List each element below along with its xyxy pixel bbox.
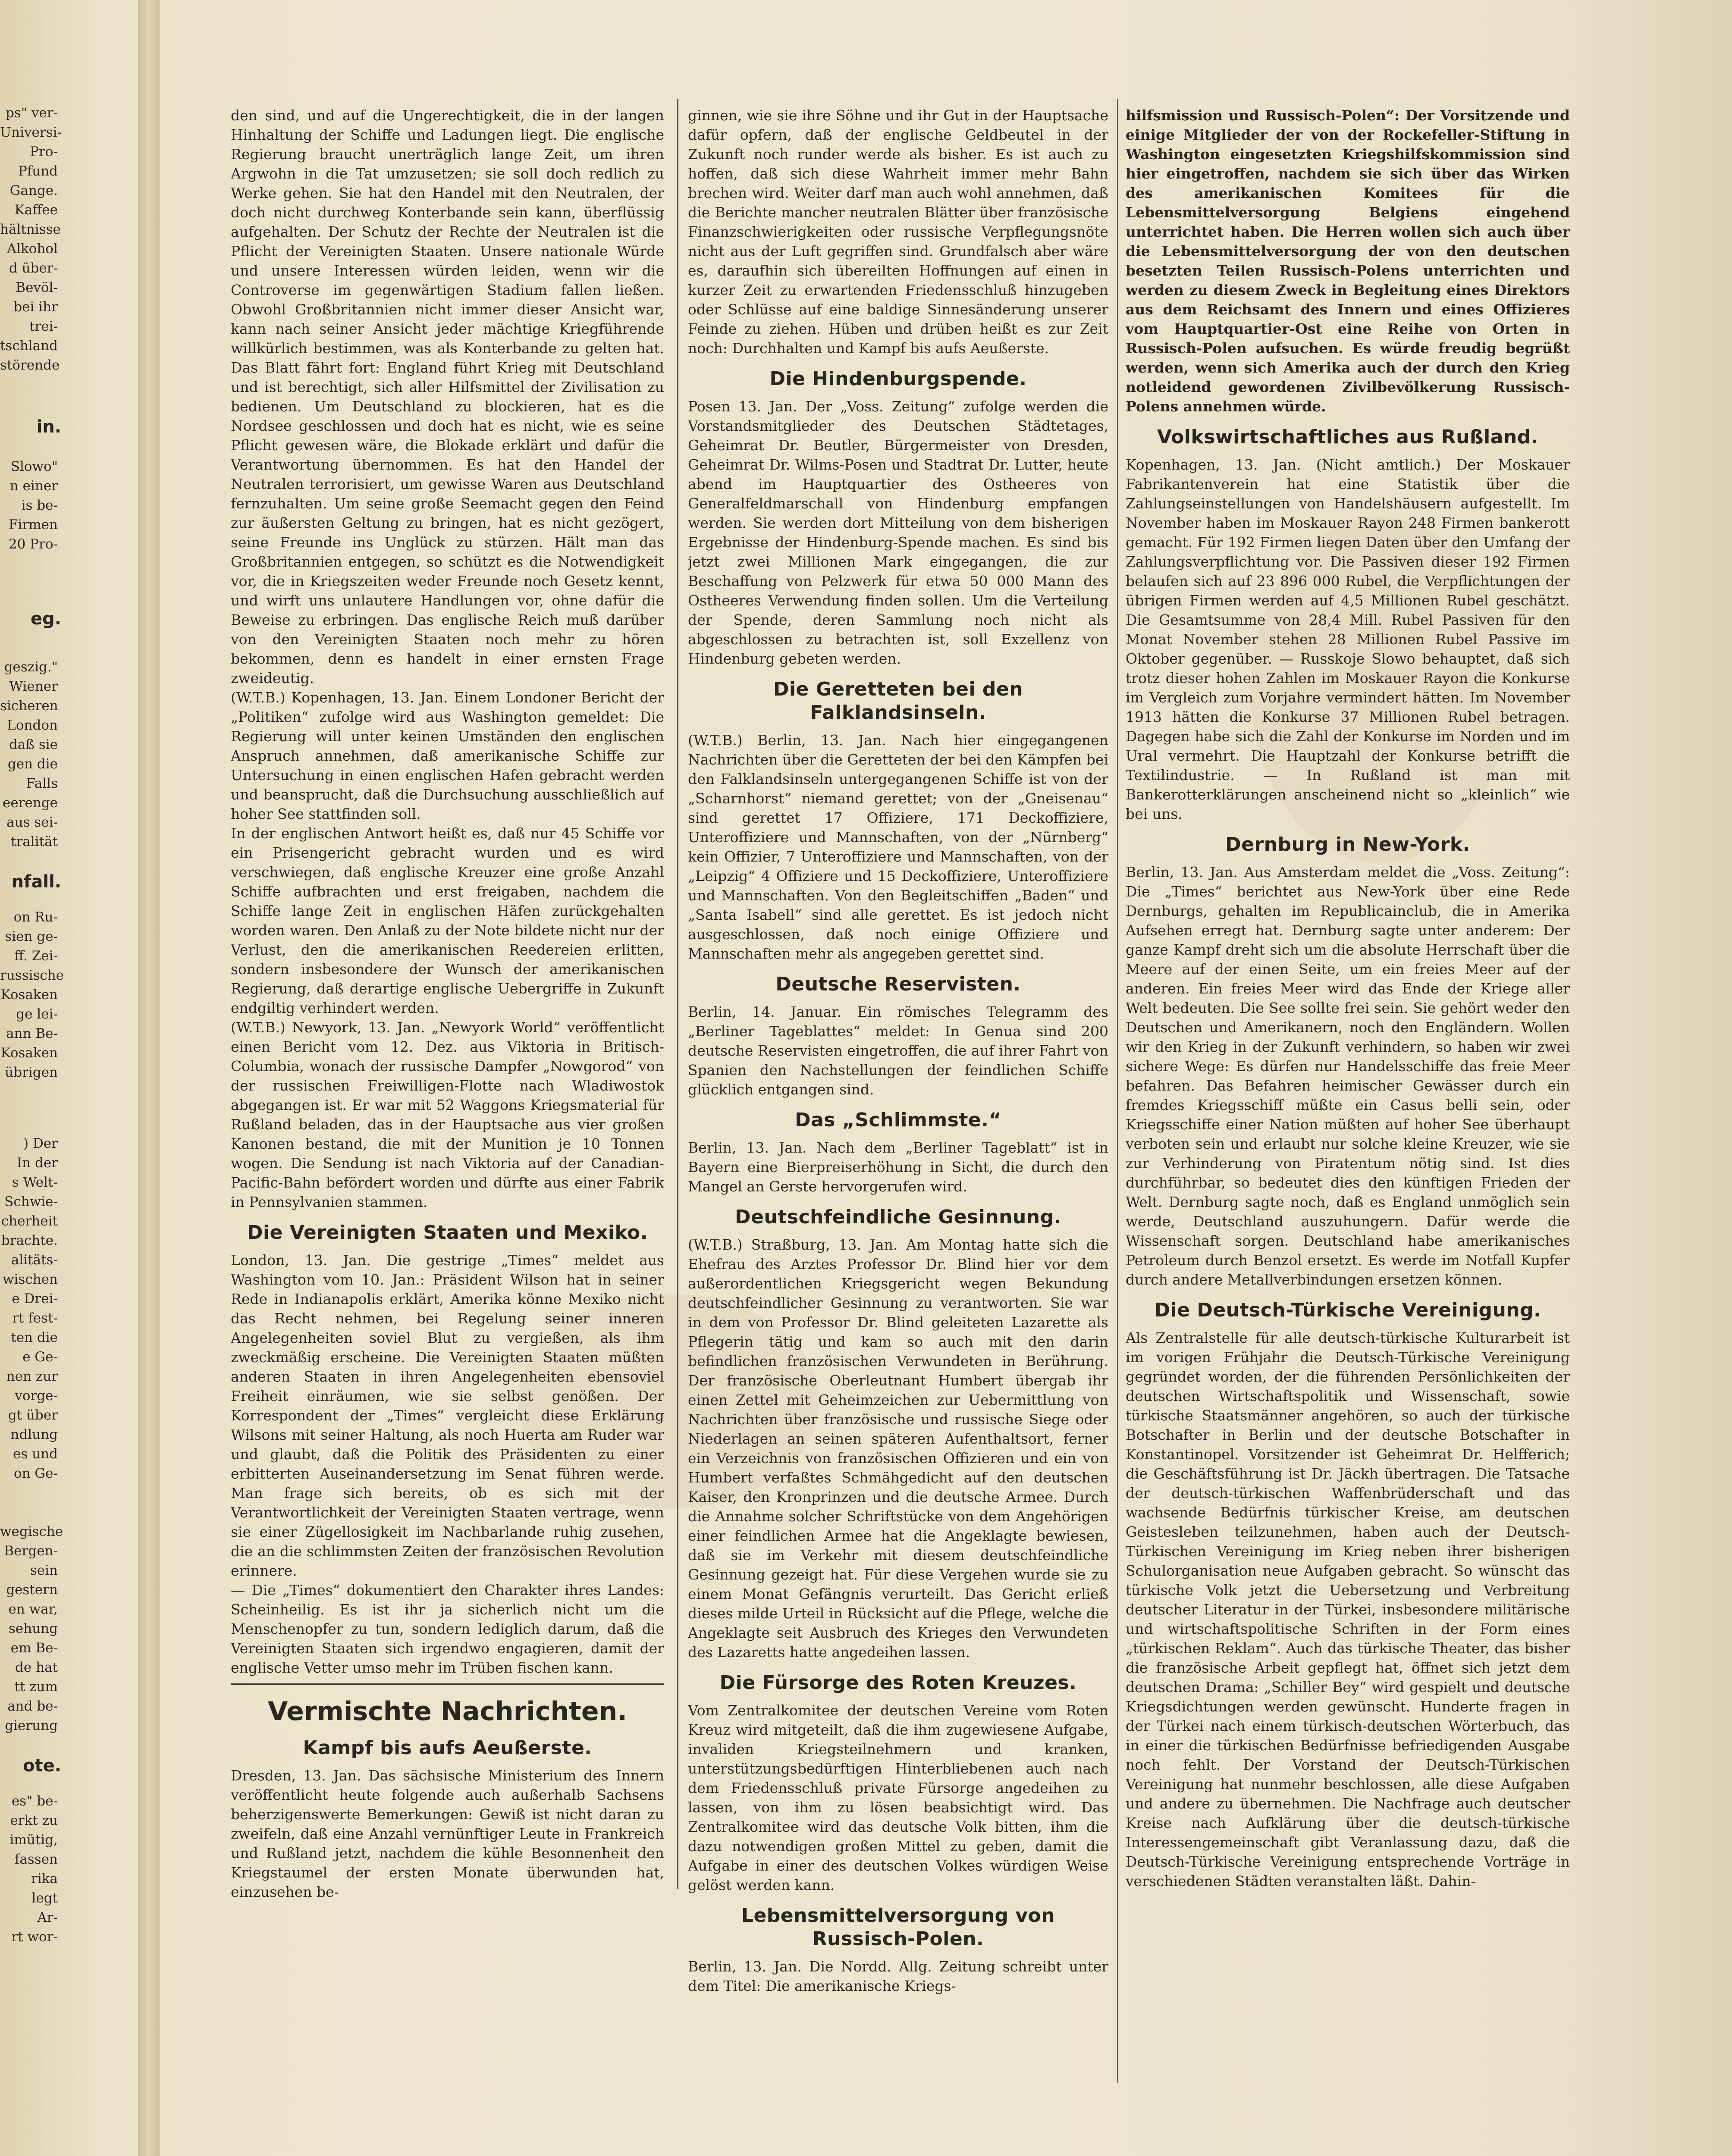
fragment-line: trei- (29, 319, 58, 334)
fragment-line: em Be- (10, 1640, 58, 1656)
section-divider (231, 1683, 664, 1685)
fragment-line: vorge- (15, 1388, 58, 1404)
fragment-line: and be- (7, 1698, 58, 1714)
fragment-line: wegische (0, 1524, 63, 1539)
article-headline: Deutsche Reservisten. (775, 973, 1021, 995)
fragment-line: gen die (7, 756, 58, 772)
fragment-line: is be- (21, 498, 58, 513)
fragment-line: tralität (11, 834, 58, 849)
fragment-line: ) Der (23, 1136, 58, 1151)
article-headline: Das „Schlimmste.“ (795, 1109, 1001, 1131)
fragment-line: aus sei- (6, 815, 58, 830)
article-headline: Die Hindenburgspende. (769, 368, 1027, 390)
fragment-line: gt über (8, 1407, 58, 1423)
article-text: (W.T.B.) Kopenhagen, 13. Jan. Einem Londoner Bericht der „Politiken“ zufolge wird aus Washington gemeldet: Die Regierung will unter keinen Umständen den englischen Anspruch annehmen, daß amerikanische Schiffe zur Untersuchung in einen englischen Hafen gebracht werden und beansprucht, daß die Durchsuchung ausschließlich auf hoher See stattfinden soll. (231, 689, 664, 822)
fragment-line: ndlung (10, 1427, 58, 1442)
article-text: Als Zentralstelle für alle deutsch-türkische Kulturarbeit ist im vorigen Frühjahr die Deutsch-Türkische Vereinigung gegründet worden, der die führenden Persönlichkeiten der deutschen Wirtschaftspolitik und Wissenschaft, sowie türkische Staatsmänner angehören, so auch der türkische Botschafter in Berlin und der deutsche Botschafter in Konstantinopel. Vorsitzender ist Geheimrat Dr. Helfferich; die Geschäftsführung ist Dr. Jäckh übertragen. Die Tatsache der deutsch-türkischen Waffenbrüderschaft und das wachsende Bedürfnis türkischer Kreise, am deutschen Geistesleben teilzunehmen, haben auch der Deutsch-Türkischen Vereinigung im Krieg neben ihrer bisherigen Schulorganisation neue Aufgaben gebracht. So wünscht das türkische Volk jetzt die Uebersetzung und Verbreitung deutscher Literatur in der Türkei, insbesondere militärische und wirtschaftspolitische Schriften in der Form eines „türkischen Reklam“. Auch das türkische Theater, das bisher die französische Arbeit gepflegt hat, öffnet sich jetzt dem deutschen Drama: „Schiller Bey“ wird gespielt und deutsche Kriegsdichtungen werden gewünscht. Hunderte fragen in der Türkei nach einem türkisch-deutschen Wörterbuch, das in einer die türkischen Bedürfnisse befriedigenden Ausgabe noch fehlt. Der Vorstand der Deutsch-Türkischen Vereinigung hat nunmehr beschlossen, alle diese Aufgaben und andere zu übernehmen. Die Nachfrage auch deutscher Kreise nach Aufklärung über die deutsch-türkische Interessengemeinschaft gibt Veranlassung dazu, daß die Deutsch-Türkische Vereinigung entsprechende Vorträge in verschiedenen Städten veranstalten läßt. Dahin- (1126, 1329, 1570, 1890)
fragment-lines (0, 103, 65, 375)
article-text: den sind, und auf die Ungerechtigkeit, die in der langen Hinhaltung der Schiffe und Ladungen liegt. Die englische Regierung braucht unerträglich lange Zeit, um ihren Argwohn in die Tat umzusetzen; sie soll doch redlich zu Werke gehen. Sie hat den Handel mit den Neutralen, der doch nicht durchweg Konterbande sein kann, überflüssig aufgehalten. Der Schutz der Rechte der Neutralen ist die Pflicht der Vereinigten Staaten. Unsere nationale Würde und unsere Interessen würden leiden, wenn wir die Controverse im gegenwärtigen Stadium fallen ließen. Obwohl Großbritannien nicht immer dieser Ansicht war, kann nach seiner Ansicht jeder mächtige Kriegführende willkürlich bestimmen, was als Konterbande zu gelten hat. Das Blatt fährt fort: England führt Krieg mit Deutschland und ist berechtigt, sich aller Hilfsmittel der Zivilisation zu bedienen. Um Deutschland zu blockieren, hat es die Nordsee geschlossen und doch hat es nicht, wie es seine Pflicht gewesen wäre, die Blokade erklärt und dafür die Verantwortung übernommen. Es hat den Handel der Neutralen terrorisiert, um gewisse Waren aus Deutschland fernzuhalten. Um seine große Seemacht gegen den Feind zur äußersten Geltung zu bringen, hat es nicht gezögert, seine Freunde ins Unglück zu stürzen. Hält man das Großbritannien entgegen, so schützt es die Notwendigkeit vor, die in Kriegszeiten weder Freunde noch Gesetz kennt, und wirft uns unlautere Handlungen vor, ohne dafür die Beweise zu erbringen. Das englische Reich muß darüber von den Vereinigten Staaten noch mehr zu hören bekommen, denn es handelt in einer ernsten Frage zweideutig. (231, 107, 664, 686)
fragment-line: e Drei- (12, 1291, 58, 1307)
fragment-line: Universi- (0, 125, 62, 140)
article-text: — Die „Times“ dokumentiert den Charakter ihres Landes: Scheinheilig. Es ist ihr ja sicherlich nicht um die Menschenopfer zu tun, sondern lediglich darum, daß die Vereinigten Staaten sich irgendwo engagieren, damit der englische Vetter umso mehr im Trüben fischen kann. (231, 1582, 664, 1676)
fragment-line: sein (30, 1563, 58, 1578)
fragment-line: hältnisse (0, 222, 61, 237)
fragment-line: Slowo" (10, 459, 58, 474)
article-headline: Dernburg in New-York. (1225, 834, 1470, 856)
fragment-line: rika (31, 1871, 58, 1887)
article-text: hilfsmission und Russisch-Polen“: Der Vorsitzende und einige Mitglieder der von der Rockefeller-Stiftung in Washington eingesetzten Kriegshilfskommission sind hier eingetroffen, nachdem sie sich über das Wirken des amerikanischen Komitees für die Lebensmittelversorgung Belgiens eingehend unterrichtet haben. Die Herren wollen sich auch über die Lebensmittelversorgung der von den deutschen besetzten Teilen Russisch-Polens unterrichten und werden zu diesem Zweck in Begleitung eines Direktors aus dem Reichsamt des Innern und eines Offizieres vom Hauptquartier-Ost eine Reihe von Orten in Russisch-Polen aufsuchen. Es würde freudig begrüßt werden, wenn sich Amerika auch der durch den Krieg notleidend gewordenen Zivilbevölkerung Russisch-Polens annehmen würde. (1126, 107, 1570, 415)
fragment-line: Pfund (18, 163, 58, 179)
fragment-line: fassen (14, 1852, 58, 1867)
fragment-line: London (7, 718, 58, 733)
fragment-line: on Ru- (13, 909, 58, 925)
fragment-line: imütig, (9, 1832, 58, 1848)
fragment-line: Falls (26, 776, 58, 791)
fragment-line: bei ihr (13, 299, 58, 315)
left-page-fragment (0, 103, 65, 1947)
fragment-line: In der (16, 1155, 58, 1171)
section-title: Vermischte Nachrichten. (267, 1696, 628, 1727)
fragment-line: tschland (0, 338, 58, 354)
article-headline: Lebensmittelversorgung von Russisch-Polen. (741, 1905, 1055, 1950)
fragment-line: russische (0, 968, 64, 983)
fragment-line: cherheit (1, 1213, 58, 1229)
fragment-line: es" be- (11, 1793, 58, 1809)
article-headline: Die Deutsch-Türkische Vereinigung. (1154, 1299, 1541, 1321)
fragment-line: wischen (3, 1272, 58, 1287)
article-text: Vom Zentralkomitee der deutschen Vereine vom Roten Kreuz wird mitgeteilt, daß die ihm zugewiesene Aufgabe, invaliden Kriegsteilnehmern und kranken, unterstützungsbedürftigen Hinterbliebenen auch nach dem Friedensschluß private Fürsorge angedeihen zu lassen, von ihm zu lösen beabsichtigt wird. Das Zentralkomitee wird das deutsche Volk bitten, ihm die dazu notwendigen großen Mittel zu geben, damit die Aufgabe in einer des deutschen Volkes würdigen Weise gelöst werden kann. (688, 1702, 1108, 1893)
fragment-line: legt (31, 1890, 58, 1906)
article-text: London, 13. Jan. Die gestrige „Times“ meldet aus Washington vom 10. Jan.: Präsident Wilson hat in seiner Rede in Indianapolis erklärt, Amerika könne Mexiko nicht das Recht nehmen, bei Regelung seiner inneren Angelegenheiten soviel Blut zu vergießen, als ihm zweckmäßig erscheine. Die Vereinigten Staaten müßten anderen Staaten in ihren Angelegenheiten ebensoviel Freiheit einräumen, wie sie selbst genößen. Der Korrespondent der „Times“ vergleicht diese Erklärung Wilsons mit seiner Haltung, als noch Huerta am Ruder war und glaubt, daß die Politik des Präsidenten zu einer erbitterten Auseinandersetzung im Senat führen werde. Man frage sich bereits, ob es sich mit der Verantwortlichkeit der Vereinigten Staaten vertrage, wenn sie einer Zügellosigkeit im Nachbarlande ruhig zusehen, die an die schlimmsten Zeiten der französischen Revolution erinnere. (231, 1252, 664, 1579)
fragment-line: geszig." (4, 659, 58, 675)
fragment-line: rt wor- (11, 1929, 58, 1945)
article-text: (W.T.B.) Newyork, 13. Jan. „Newyork World“ veröffentlicht einen Bericht vom 12. Dez. aus Viktoria in Britisch-Columbia, wonach der russische Dampfer „Nowgorod“ von der russischen Freiwilligen-Flotte nach Wladiwostok abgegangen ist. Er war mit 52 Waggons Kriegsmaterial für Rußland beladen, das in der Hauptsache aus vier großen Kanonen bestand, die mit der Munition je 10 Tonnen wogen. Die Sendung ist nach Viktoria auf der Canadian-Pacific-Bahn befördert worden und dürfte aus einer Fabrik in Pennsylvanien stammen. (231, 1019, 664, 1210)
fragment-line: ff. Zei- (14, 948, 58, 964)
fragment-line: Ar- (37, 1910, 58, 1925)
fragment-line: Kaffee (14, 202, 58, 218)
fragment-line: Bevöl- (16, 280, 58, 295)
fragment-line: 20 Pro- (8, 536, 58, 552)
fragment-line: d über- (9, 260, 58, 276)
column-1 (231, 106, 664, 2081)
fragment-lines (0, 1522, 65, 1736)
fragment-line: ps" ver- (5, 105, 58, 121)
fragment-line: sehung (9, 1621, 58, 1636)
article-headline: Die Vereinigten Staaten und Mexiko. (247, 1222, 648, 1244)
article-text: Berlin, 14. Januar. Ein römisches Telegramm des „Berliner Tageblattes“ meldet: In Genua sind 200 deutsche Reservisten eingetroffen, die auf ihrer Fahrt von Spanien den Nachstellungen der feindlichen Schiffe glücklich entgangen sind. (688, 1003, 1108, 1098)
fragment-line: rt fest- (12, 1310, 58, 1326)
fragment-line: brachte. (1, 1233, 58, 1248)
article-text: Dresden, 13. Jan. Das sächsische Ministerium des Innern veröffentlicht heute folgende auch außerhalb Sachsens beherzigenswerte Bemerkungen: Gewiß ist nicht daran zu zweifeln, daß eine Anzahl vernünftiger Leute in Frankreich und Rußland jetzt, nachdem die kühle Besonnenheit den Kriegstaumel der ersten Monate überwunden hat, einzusehen be- (231, 1767, 664, 1900)
fragment-line: Bergen- (4, 1543, 58, 1559)
column-rule (677, 99, 678, 1889)
fragment-line: on Ge- (13, 1466, 58, 1481)
fragment-line: Kosaken (0, 1045, 58, 1061)
fragment-line: erkt zu (10, 1813, 58, 1828)
fragment-line: Firmen (9, 517, 58, 533)
article-text: (W.T.B.) Berlin, 13. Jan. Nach hier eingegangenen Nachrichten über die Geretteten der bei den Kämpfen bei den Falklandsinseln untergegangenen Schiffe ist von der „Scharnhorst“ niemand gerettet; von der „Gneisenau“ sind gerettet 17 Offiziere, 171 Deckoffiziere, Unteroffiziere und Mannschaften, von der „Nürnberg“ kein Offizier, 7 Unteroffiziere und Mannschaften, von der „Leipzig“ 4 Offiziere und 15 Deckoffiziere, Unteroffiziere und Mannschaften. Von den Begleitschiffen „Baden“ und „Santa Isabell“ sind alle gerettet. Es ist jedoch nicht ausgeschlossen, daß noch einige Offiziere und Mannschaften mehr als angegeben gerettet sind. (688, 732, 1108, 962)
fragment-lines (0, 1134, 65, 1483)
fragment-line: s Welt- (12, 1175, 58, 1190)
fragment-line: Alkohol (6, 241, 58, 257)
fragment-line: übrigen (5, 1065, 58, 1080)
fragment-line: sien ge- (5, 929, 58, 944)
fragment-line: ten die (11, 1330, 58, 1345)
page-gutter (138, 0, 160, 2156)
fragment-line: Kosaken (0, 987, 58, 1003)
article-text: Berlin, 13. Jan. Die Nordd. Allg. Zeitung schreibt unter dem Titel: Die amerikanische Kriegs- (688, 1958, 1108, 1994)
fragment-line: Schwie- (4, 1194, 58, 1210)
fragment-heading: ote. (23, 1756, 61, 1776)
article-text: Kopenhagen, 13. Jan. (Nicht amtlich.) Der Moskauer Fabrikantenverein hat eine Statistik über die Zahlungseinstellungen von Handelshäusern aufgestellt. Im November haben im Moskauer Rayon 248 Firmen bankerott gemacht. Für 192 Firmen liegen Daten über den Umfang der Zahlungsverpflichtung vor. Die Passiven dieser 192 Firmen belaufen sich auf 23 896 000 Rubel, die Verpflichtungen der übrigen Firmen werden auf 4,5 Millionen Rubel geschätzt. Die Gesamtsumme von 28,4 Mill. Rubel Passiven für den Monat November stehen 28 Millionen Rubel Passive im Oktober gegenüber. — Russkoje Slowo behauptet, daß sich trotz dieser hohen Zahlen im Moskauer Rayon die Konkurse im Vergleich zum Vorjahre vermindert hätten. Im November 1913 hätten die Konkurse 37 Millionen Rubel betragen. Dagegen habe sich die Zahl der Konkurse im Norden und im Ural vermehrt. Die Hauptzahl der Konkurse betrifft die Textilindustrie. — In Rußland ist man mit Bankerotterklärungen anscheinend nicht so „kleinlich“ wie bei uns. (1126, 456, 1570, 822)
fragment-line: es und (13, 1446, 58, 1462)
fragment-heading: eg. (31, 609, 61, 629)
fragment-line: en war, (8, 1601, 58, 1617)
article-text: Berlin, 13. Jan. Nach dem „Berliner Tageblatt“ ist in Bayern eine Bierpreiserhöhung in Sicht, die durch den Mangel an Gerste hervorgerufen wird. (688, 1139, 1108, 1195)
fragment-lines (0, 658, 65, 852)
fragment-line: ge lei- (16, 1006, 58, 1022)
fragment-line: tt zum (14, 1679, 58, 1695)
fragment-line: störende (0, 357, 60, 373)
fragment-line: eerenge (2, 795, 58, 811)
article-text: ginnen, wie sie ihre Söhne und ihr Gut in der Hauptsache dafür opfern, daß der englische Geldbeutel in der Zukunft noch runder werde als bisher. Es ist auch zu hoffen, daß sich diese Wahrheit immer mehr Bahn brechen wird. Weiter darf man auch wohl annehmen, daß die Berichte mancher neutralen Blätter über französische Finanzschwierigkeiten oder russische Verpflegungsnöte nicht aus der Luft gegriffen sind. Grundfalsch aber wäre es, daraufhin sich übereilten Hoffnungen auf einen in kurzer Zeit zu erwartenden Friedensschluß hinzugeben oder Schlüsse auf eine baldige Sinnesänderung unserer Feinde zu ziehen. Hüben und drüben heißt es zur Zeit noch: Durchhalten und Kampf bis aufs Aeußerste. (688, 107, 1108, 357)
article-headline: Kampf bis aufs Aeußerste. (303, 1737, 592, 1759)
column-3 (1126, 106, 1570, 2081)
article-text: In der englischen Antwort heißt es, daß nur 45 Schiffe vor ein Prisengericht gebracht wurden und es wird verschwiegen, daß englische Kreuzer eine große Anzahl Schiffe aufbrachten und erst freigaben, nachdem die Schiffe lange Zeit in englischen Häfen zurückgehalten worden waren. Den Anlaß zu der Note bildete nicht nur der Verlust, den die amerikanischen Reedereien erlitten, sondern insbesondere der Wunsch der amerikanischen Regierung, daß derartige englische Uebergriffe in Zukunft endgiltig verhindert werden. (231, 825, 664, 1016)
fragment-line: Pro- (30, 144, 58, 160)
article-headline: Volkswirtschaftliches aus Rußland. (1157, 426, 1538, 448)
fragment-line: alitäts- (11, 1252, 58, 1268)
fragment-lines (0, 908, 65, 1082)
fragment-line: nen zur (6, 1369, 58, 1384)
fragment-heading: in. (36, 417, 61, 437)
fragment-lines (0, 1792, 65, 1947)
article-headline: Die Geretteten bei den Falklandsinseln. (773, 678, 1023, 724)
fragment-heading: nfall. (11, 872, 61, 892)
article-headline: Die Fürsorge des Roten Kreuzes. (719, 1672, 1077, 1694)
fragment-line: e Ge- (22, 1349, 58, 1365)
fragment-line: daß sie (9, 737, 58, 752)
fragment-line: Wiener (9, 679, 58, 694)
article-text: Posen 13. Jan. Der „Voss. Zeitung“ zufolge werden die Vorstandsmitglieder des Deutschen Städtetages, Geheimrat Dr. Beutler, Bürgermeister von Dresden, Geheimrat Dr. Wilms-Posen und Stadtrat Dr. Lutter, heute abend im Hauptquartier des Ostheeres von Generalfeldmarschall von Hindenburg empfangen werden. Sie werden dort Mitteilung von dem bisherigen Ergebnisse der Hindenburg-Spende machen. Es sind bis jetzt zwei Millionen Mark eingegangen, die zur Beschaffung von Pelzwerk für etwa 50 000 Mann des Ostheeres Verwendung finden sollen. Um die Verteilung der Spende, deren Sammlung noch nicht als abgeschlossen zu betrachten ist, soll Exzellenz von Hindenburg gebeten werden. (688, 398, 1108, 667)
fragment-line: gierung (5, 1718, 58, 1733)
column-2 (688, 106, 1108, 2081)
article-text: Berlin, 13. Jan. Aus Amsterdam meldet die „Voss. Zeitung“: Die „Times“ berichtet aus New-York über eine Rede Dernburgs, gehalten im Republicainclub, die in Amerika Aufsehen erregt hat. Dernburg sagte unter anderem: Der ganze Kampf dreht sich um die absolute Herrschaft über die Meere auf der einen Seite, um ein freies Meer auf der anderen. Ein freies Meer wird das Ende der Kriege aller Welt bedeuten. Die See sollte frei sein. Sie gehört weder den Deutschen und Amerikanern, noch den Engländern. Wollen wir den Krieg in der Zukunft verhindern, so haben wir zwei sichere Wege: Es dürfen nur Handelsschiffe das freie Meer befahren. Das Befahren heimischer Gewässer durch ein fremdes Kriegsschiff müßte ein Casus belli sein, oder Kriegsschiffe einer Nation müßten auf hoher See überhaupt verboten sein und erlaubt nur solche kleine Kreuzer, wie sie zur Verhinderung von Piratentum nötig sind. Ist dies durchführbar, so bedeutet dies den künftigen Frieden der Welt. Dernburg sagte noch, daß es England unmöglich sein werde, Deutschland auszuhungern. Dafür werde die Wissenschaft sorgen. Deutschland habe amerikanisches Petroleum durch Benzol ersetzt. Es werde im Notfall Kupfer durch andere Metallverbindungen ersetzen können. (1126, 864, 1570, 1288)
fragment-lines (0, 457, 65, 554)
fragment-line: Gange. (9, 183, 58, 198)
fragment-line: ann Be- (6, 1026, 58, 1041)
fragment-line: sicheren (0, 698, 58, 714)
article-headline: Deutschfeindliche Gesinnung. (735, 1206, 1061, 1228)
fragment-line: gestern (6, 1582, 58, 1598)
fragment-line: n einer (9, 478, 58, 494)
article-text: (W.T.B.) Straßburg, 13. Jan. Am Montag hatte sich die Ehefrau des Arztes Professor Dr. Blind hier vor dem außerordentlichen Kriegsgericht wegen Bekundung deutschfeindlicher Gesinnung zu verantworten. Sie war in dem von Professor Dr. Blind geleiteten Lazarette als Pflegerin tätig und kam so auch mit den darin befindlichen französischen Verwundeten in Berührung. Der französische Oberleutnant Humbert übergab ihr einen Zettel mit Geheimzeichen zur Uebermittlung von Nachrichten über französische und russische Siege oder Niederlagen an seinen späteren Aufenthaltsort, ferner ein Verzeichnis von französischen Offizieren und ein von Humbert verfaßtes Schmähgedicht auf den deutschen Kaiser, den Kronprinzen und die deutsche Armee. Durch die Annahme solcher Schriftstücke von dem Angehörigen einer feindlichen Armee hat die Angeklagte bewiesen, daß sie im Verkehr mit diesem deutschfeindliche Gesinnung gezeigt hat. Für diese Vergehen wurde sie zu einem Monat Gefängnis verurteilt. Das Gericht erließ dieses milde Urteil in Rücksicht auf die Pflege, welche die Angeklagte seit Ausbruch des Krieges den Verwundeten des Lazaretts hatte angedeihen lassen. (688, 1236, 1108, 1661)
fragment-line: de hat (15, 1660, 58, 1675)
column-rule (1117, 99, 1118, 2083)
